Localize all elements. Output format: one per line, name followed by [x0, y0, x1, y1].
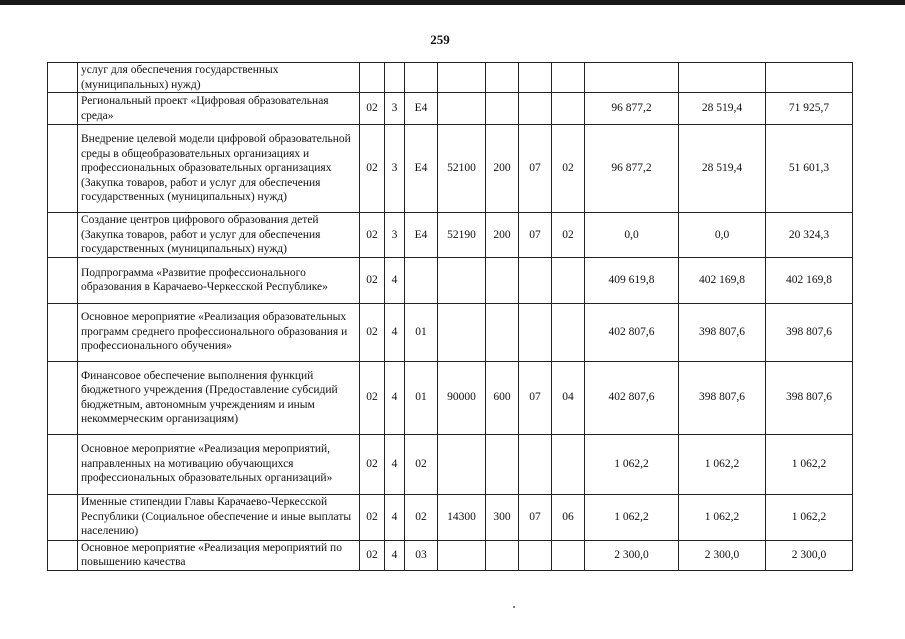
- cell-vr: [486, 434, 519, 494]
- cell-index: [48, 213, 78, 258]
- cell-pp: 3: [385, 125, 405, 213]
- table-row: [48, 540, 853, 570]
- cell-om: 03: [405, 540, 438, 570]
- budget-table: [47, 62, 853, 571]
- cell-dir: [438, 93, 486, 125]
- cell-v2: 1 062,2: [679, 494, 766, 540]
- cell-v2: [679, 63, 766, 93]
- cell-rz: [519, 540, 552, 570]
- cell-rz: [519, 434, 552, 494]
- cell-name: Финансовое обеспечение выполнения функций бюджетного учреждения (Предоставление субсидий бюджетным, автономным учреждениям и иным некоммерческим организациям): [78, 361, 360, 434]
- cell-gp: 02: [360, 93, 385, 125]
- cell-om: 02: [405, 434, 438, 494]
- cell-v3: 20 324,3: [766, 213, 853, 258]
- cell-dir: 14300: [438, 494, 486, 540]
- cell-pr: 04: [552, 361, 585, 434]
- cell-v2: 0,0: [679, 213, 766, 258]
- cell-rz: 07: [519, 125, 552, 213]
- cell-pp: 4: [385, 540, 405, 570]
- cell-pr: [552, 63, 585, 93]
- cell-om: [405, 257, 438, 303]
- cell-index: [48, 63, 78, 93]
- cell-vr: 300: [486, 494, 519, 540]
- cell-om: Е4: [405, 125, 438, 213]
- cell-gp: 02: [360, 303, 385, 361]
- cell-v1: 402 807,6: [585, 303, 679, 361]
- cell-dir: [438, 434, 486, 494]
- cell-pp: [385, 63, 405, 93]
- cell-v1: 1 062,2: [585, 494, 679, 540]
- cell-vr: [486, 63, 519, 93]
- cell-vr: 600: [486, 361, 519, 434]
- cell-v3: 1 062,2: [766, 494, 853, 540]
- cell-dir: 90000: [438, 361, 486, 434]
- table-row: [48, 125, 853, 213]
- cell-gp: 02: [360, 361, 385, 434]
- cell-rz: [519, 303, 552, 361]
- cell-dir: 52190: [438, 213, 486, 258]
- cell-pp: 3: [385, 93, 405, 125]
- cell-pr: [552, 540, 585, 570]
- cell-v2: 398 807,6: [679, 361, 766, 434]
- cell-v1: 402 807,6: [585, 361, 679, 434]
- cell-v3: 398 807,6: [766, 303, 853, 361]
- cell-vr: [486, 303, 519, 361]
- cell-v2: 398 807,6: [679, 303, 766, 361]
- cell-name: Основное мероприятие «Реализация мероприятий, направленных на мотивацию обучающихся профессиональных образовательных организаций»: [78, 434, 360, 494]
- cell-dir: [438, 257, 486, 303]
- cell-gp: 02: [360, 434, 385, 494]
- cell-index: [48, 494, 78, 540]
- cell-vr: [486, 257, 519, 303]
- cell-v1: 0,0: [585, 213, 679, 258]
- cell-pr: [552, 434, 585, 494]
- cell-name: Внедрение целевой модели цифровой образовательной среды в общеобразовательных организациях и профессиональных образовательных организациях (Закупка товаров, работ и услуг для обеспечения государственных (муниципальных) нужд): [78, 125, 360, 213]
- cell-index: [48, 303, 78, 361]
- cell-rz: [519, 93, 552, 125]
- cell-pr: [552, 257, 585, 303]
- cell-gp: 02: [360, 125, 385, 213]
- scan-speck: [513, 606, 515, 608]
- cell-v3: 71 925,7: [766, 93, 853, 125]
- cell-gp: 02: [360, 494, 385, 540]
- cell-pr: 02: [552, 213, 585, 258]
- cell-vr: [486, 540, 519, 570]
- cell-v2: 402 169,8: [679, 257, 766, 303]
- cell-v2: 28 519,4: [679, 125, 766, 213]
- cell-v1: 96 877,2: [585, 125, 679, 213]
- cell-v2: 1 062,2: [679, 434, 766, 494]
- table-row: [48, 257, 853, 303]
- cell-name: Региональный проект «Цифровая образовательная среда»: [78, 93, 360, 125]
- cell-pr: 06: [552, 494, 585, 540]
- cell-rz: [519, 257, 552, 303]
- cell-v3: 2 300,0: [766, 540, 853, 570]
- cell-rz: 07: [519, 494, 552, 540]
- table-row: [48, 93, 853, 125]
- cell-v1: 2 300,0: [585, 540, 679, 570]
- cell-v3: 1 062,2: [766, 434, 853, 494]
- cell-gp: 02: [360, 540, 385, 570]
- cell-name: Основное мероприятие «Реализация образовательных программ среднего профессионального образования и профессионального обучения»: [78, 303, 360, 361]
- cell-index: [48, 434, 78, 494]
- cell-dir: 52100: [438, 125, 486, 213]
- table-row: [48, 63, 853, 93]
- cell-v1: 409 619,8: [585, 257, 679, 303]
- cell-gp: [360, 63, 385, 93]
- cell-v1: 96 877,2: [585, 93, 679, 125]
- cell-name: услуг для обеспечения государственных (муниципальных) нужд): [78, 63, 360, 93]
- table-row: [48, 361, 853, 434]
- cell-om: Е4: [405, 93, 438, 125]
- cell-pp: 3: [385, 213, 405, 258]
- table-row: [48, 213, 853, 258]
- cell-vr: [486, 93, 519, 125]
- cell-index: [48, 125, 78, 213]
- cell-vr: 200: [486, 213, 519, 258]
- cell-index: [48, 257, 78, 303]
- cell-v3: [766, 63, 853, 93]
- table-row: [48, 303, 853, 361]
- table-row: [48, 434, 853, 494]
- cell-name: Основное мероприятие «Реализация мероприятий по повышению качества: [78, 540, 360, 570]
- cell-om: 02: [405, 494, 438, 540]
- cell-vr: 200: [486, 125, 519, 213]
- cell-pp: 4: [385, 494, 405, 540]
- cell-om: 01: [405, 303, 438, 361]
- cell-v1: 1 062,2: [585, 434, 679, 494]
- table-row: [48, 494, 853, 540]
- cell-index: [48, 540, 78, 570]
- cell-gp: 02: [360, 213, 385, 258]
- cell-rz: 07: [519, 213, 552, 258]
- cell-v3: 402 169,8: [766, 257, 853, 303]
- cell-v2: 28 519,4: [679, 93, 766, 125]
- cell-name: Именные стипендии Главы Карачаево-Черкесской Республики (Социальное обеспечение и иные выплаты населению): [78, 494, 360, 540]
- cell-v3: 398 807,6: [766, 361, 853, 434]
- cell-pp: 4: [385, 257, 405, 303]
- cell-gp: 02: [360, 257, 385, 303]
- cell-index: [48, 361, 78, 434]
- cell-pp: 4: [385, 303, 405, 361]
- cell-om: Е4: [405, 213, 438, 258]
- cell-om: [405, 63, 438, 93]
- cell-v1: [585, 63, 679, 93]
- cell-pp: 4: [385, 361, 405, 434]
- cell-v3: 51 601,3: [766, 125, 853, 213]
- cell-pr: [552, 93, 585, 125]
- cell-v2: 2 300,0: [679, 540, 766, 570]
- cell-dir: [438, 540, 486, 570]
- cell-om: 01: [405, 361, 438, 434]
- cell-rz: [519, 63, 552, 93]
- page-number: 259: [430, 32, 450, 47]
- cell-rz: 07: [519, 361, 552, 434]
- scan-top-border: [0, 0, 905, 5]
- cell-pr: 02: [552, 125, 585, 213]
- cell-name: Подпрограмма «Развитие профессионального образования в Карачаево-Черкесской Республике»: [78, 257, 360, 303]
- cell-pp: 4: [385, 434, 405, 494]
- cell-dir: [438, 303, 486, 361]
- cell-dir: [438, 63, 486, 93]
- cell-name: Создание центров цифрового образования детей (Закупка товаров, работ и услуг для обеспечения государственных (муниципальных) нужд): [78, 213, 360, 258]
- cell-index: [48, 93, 78, 125]
- cell-pr: [552, 303, 585, 361]
